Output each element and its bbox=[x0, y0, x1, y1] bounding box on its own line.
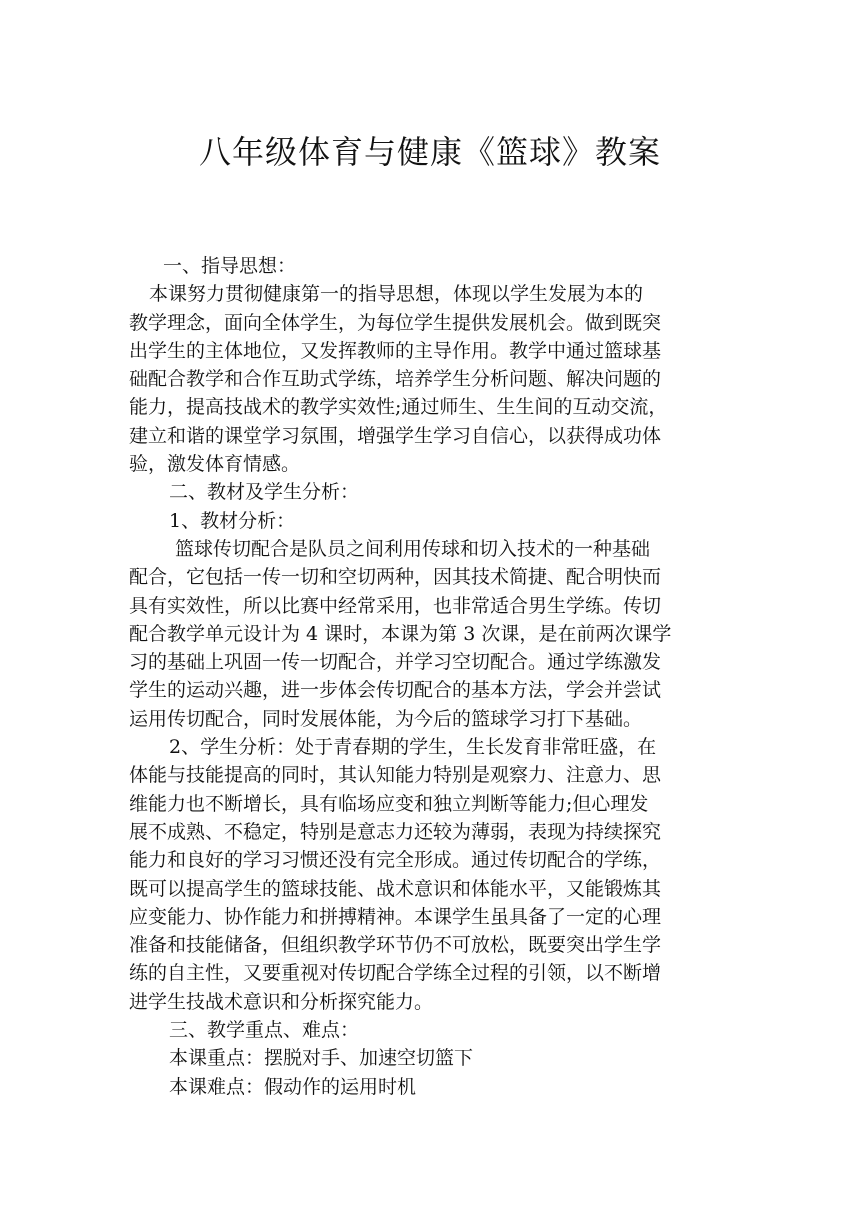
text-line: 篮球传切配合是队员之间利用传球和切入技术的一种基础 bbox=[175, 537, 651, 560]
text-line: 体能与技能提高的同时，其认知能力特别是观察力、注意力、思 bbox=[129, 764, 662, 787]
document-body bbox=[129, 252, 732, 1101]
text-line: 准备和技能储备，但组织教学环节仍不可放松，既要突出学生学 bbox=[129, 934, 662, 957]
text-line: 2、学生分析：处于青春期的学生，生长发育非常旺盛，在 bbox=[169, 736, 657, 759]
text-line: 建立和谐的课堂学习氛围，增强学生学习自信心，以获得成功体 bbox=[129, 424, 662, 447]
text-line: 本课努力贯彻健康第一的指导思想，体现以学生发展为本的 bbox=[149, 283, 644, 306]
text-line: 配合教学单元设计为 4 课时，本课为第 3 次课，是在前两次课学 bbox=[129, 622, 672, 645]
paragraph-student-analysis bbox=[129, 733, 732, 1016]
text-line: 配合，它包括一传一切和空切两种，因其技术简捷、配合明快而 bbox=[129, 566, 662, 589]
text-line: 验，激发体育情感。 bbox=[129, 453, 301, 476]
text-line: 础配合教学和合作互助式学练，培养学生分析问题、解决问题的 bbox=[129, 368, 662, 391]
section-heading-key-points: 三、教学重点、难点： bbox=[169, 1019, 360, 1042]
text-line: 习的基础上巩固一传一切配合，并学习空切配合。通过学练激发 bbox=[129, 651, 662, 674]
subsection-heading-material: 1、教材分析： bbox=[169, 509, 296, 532]
section-heading-guiding-ideology: 一、指导思想： bbox=[163, 255, 297, 277]
text-line: 展不成熟、不稳定，特别是意志力还较为薄弱，表现为持续探究 bbox=[129, 820, 662, 843]
document-title: 八年级体育与健康《篮球》教案 bbox=[198, 133, 661, 171]
text-line: 教学理念，面向全体学生，为每位学生提供发展机会。做到既突 bbox=[129, 311, 662, 334]
key-point-text: 本课重点：摆脱对手、加速空切篮下 bbox=[169, 1047, 474, 1070]
text-line: 能力和良好的学习习惯还没有完全形成。通过传切配合的学练， bbox=[129, 849, 662, 872]
text-line: 应变能力、协作能力和拼搏精神。本课学生虽具备了一定的心理 bbox=[129, 905, 662, 928]
text-line: 学生的运动兴趣，进一步体会传切配合的基本方法，学会并尝试 bbox=[129, 679, 662, 702]
text-line: 具有实效性，所以比赛中经常采用，也非常适合男生学练。传切 bbox=[129, 594, 662, 617]
text-line: 运用传切配合，同时发展体能，为今后的篮球学习打下基础。 bbox=[129, 707, 643, 730]
text-line: 出学生的主体地位，又发挥教师的主导作用。教学中通过篮球基 bbox=[129, 339, 662, 362]
text-line: 既可以提高学生的篮球技能、战术意识和体能水平，又能锻炼其 bbox=[129, 877, 662, 900]
difficulty-text: 本课难点：假动作的运用时机 bbox=[169, 1075, 417, 1098]
paragraph-material-analysis bbox=[129, 535, 732, 733]
section-heading-material-analysis: 二、教材及学生分析： bbox=[169, 481, 360, 504]
text-line: 进学生技战术意识和分析探究能力。 bbox=[129, 990, 434, 1013]
text-line: 练的自主性，又要重视对传切配合学练全过程的引领，以不断增 bbox=[129, 962, 662, 985]
text-line: 维能力也不断增长，具有临场应变和独立判断等能力;但心理发 bbox=[129, 792, 649, 815]
text-line: 能力，提高技战术的教学实效性;通过师生、生生间的互动交流， bbox=[129, 396, 668, 419]
paragraph-guiding-ideology bbox=[129, 280, 732, 478]
